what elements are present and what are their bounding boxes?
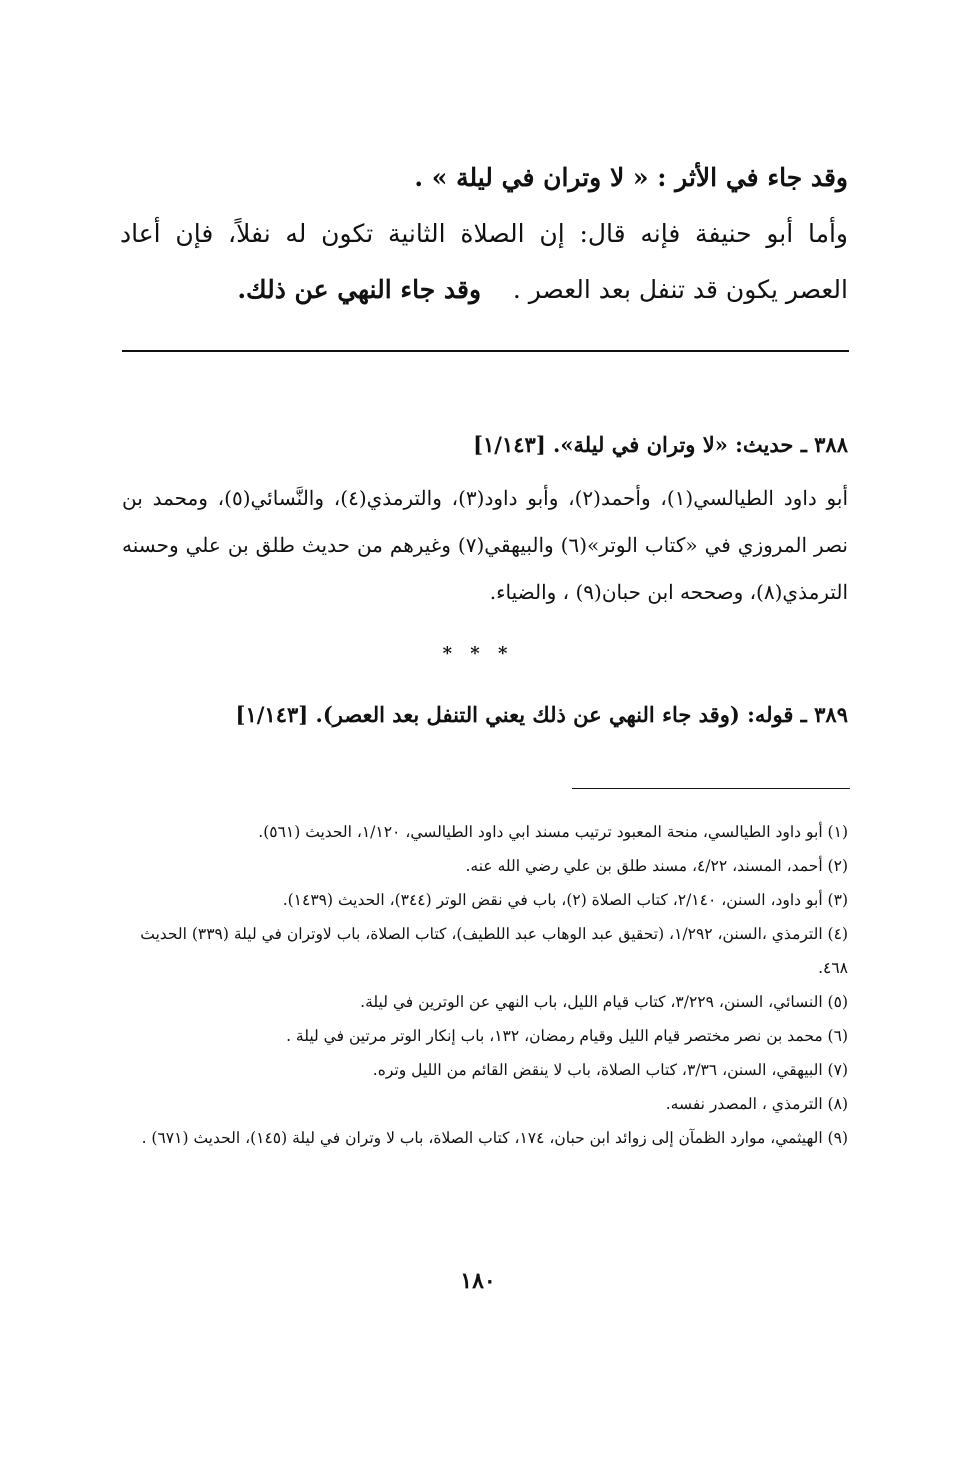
text-divider <box>122 350 849 352</box>
footnote-1: (١) أبو داود الطيالسي، منحة المعبود ترتيب مسند ابي داود الطيالسي، ١/١٢٠، الحديث (٥٦١). <box>258 823 848 841</box>
footnote-6: (٦) محمد بن نصر مختصر قيام الليل وقيام رمضان، ١٣٢، باب إنكار الوتر مرتين في ليلة . <box>286 1027 848 1045</box>
footnote-3: (٣) أبو داود، السنن، ٢/١٤٠، كتاب الصلاة (٢)، باب في نقض الوتر (٣٤٤)، الحديث (١٤٣٩). <box>282 891 848 909</box>
upper-commentary <box>120 150 848 318</box>
footnotes <box>122 815 848 1155</box>
athar-quote-line: وقد جاء في الأثر : « لا وتران في ليلة » . <box>414 163 848 192</box>
footnote-7: (٧) البيهقي، السنن، ٣/٣٦، كتاب الصلاة، باب لا ينقض القائم من الليل وتره. <box>372 1061 848 1079</box>
abu-hanifa-line: وأما أبو حنيفة فإنه قال: إن الصلاة الثانية تكون له نفلاً، فإن أعاد <box>120 219 848 248</box>
asr-line <box>120 262 848 318</box>
footnote-2: (٢) أحمد، المسند، ٤/٢٢، مسند طلق بن علي رضي الله عنه. <box>465 857 848 875</box>
qawluh-389: ٣٨٩ ـ قوله: (وقد جاء النهي عن ذلك يعني التنفل بعد العصر). [١/١٤٣] <box>235 702 848 727</box>
hadith-388-heading: ٣٨٨ ـ حديث: «لا وتران في ليلة». [١/١٤٣] <box>473 432 848 457</box>
footnote-5: (٥) النسائي، السنن، ٣/٢٢٩، كتاب قيام الليل، باب النهي عن الوترين في ليلة. <box>360 993 848 1011</box>
asr-line-bold: وقد جاء النهي عن ذلك. <box>237 275 482 304</box>
footnote-4: (٤) الترمذي ،السنن، ١/٢٩٢، (تحقيق عبد الوهاب عبد اللطيف)، كتاب الصلاة، باب لاوتران في ليلة (٣٣٩) الحديث ٤٦٨. <box>140 925 848 977</box>
hadith-388 <box>122 425 848 616</box>
footnote-9: (٩) الهيثمي، موارد الظمآن إلى زوائد ابن حبان، ١٧٤، كتاب الصلاة، باب لا وتران في ليلة (١٤٥)، الحديث (٦٧١) . <box>141 1129 848 1147</box>
section-separator: * * * <box>442 643 514 664</box>
hadith-388-body: أبو داود الطيالسي(١)، وأحمد(٢)، وأبو داود(٣)، والترمذي(٤)، والنَّسائي(٥)، ومحمد بن نصر المروزي في «كتاب الوتر»(٦) والبيهقي(٧) وغيرهم من حديث طلق بن علي وحسنه الترمذي(٨)، وصححه ابن حبان(٩) ، والضياء. <box>122 486 849 604</box>
footnote-8: (٨) الترمذي ، المصدر نفسه. <box>665 1095 848 1113</box>
footnote-divider <box>572 788 850 789</box>
asr-line-text: العصر يكون قد تنفل بعد العصر . <box>512 275 848 304</box>
page-number: ١٨٠ <box>460 1268 496 1294</box>
